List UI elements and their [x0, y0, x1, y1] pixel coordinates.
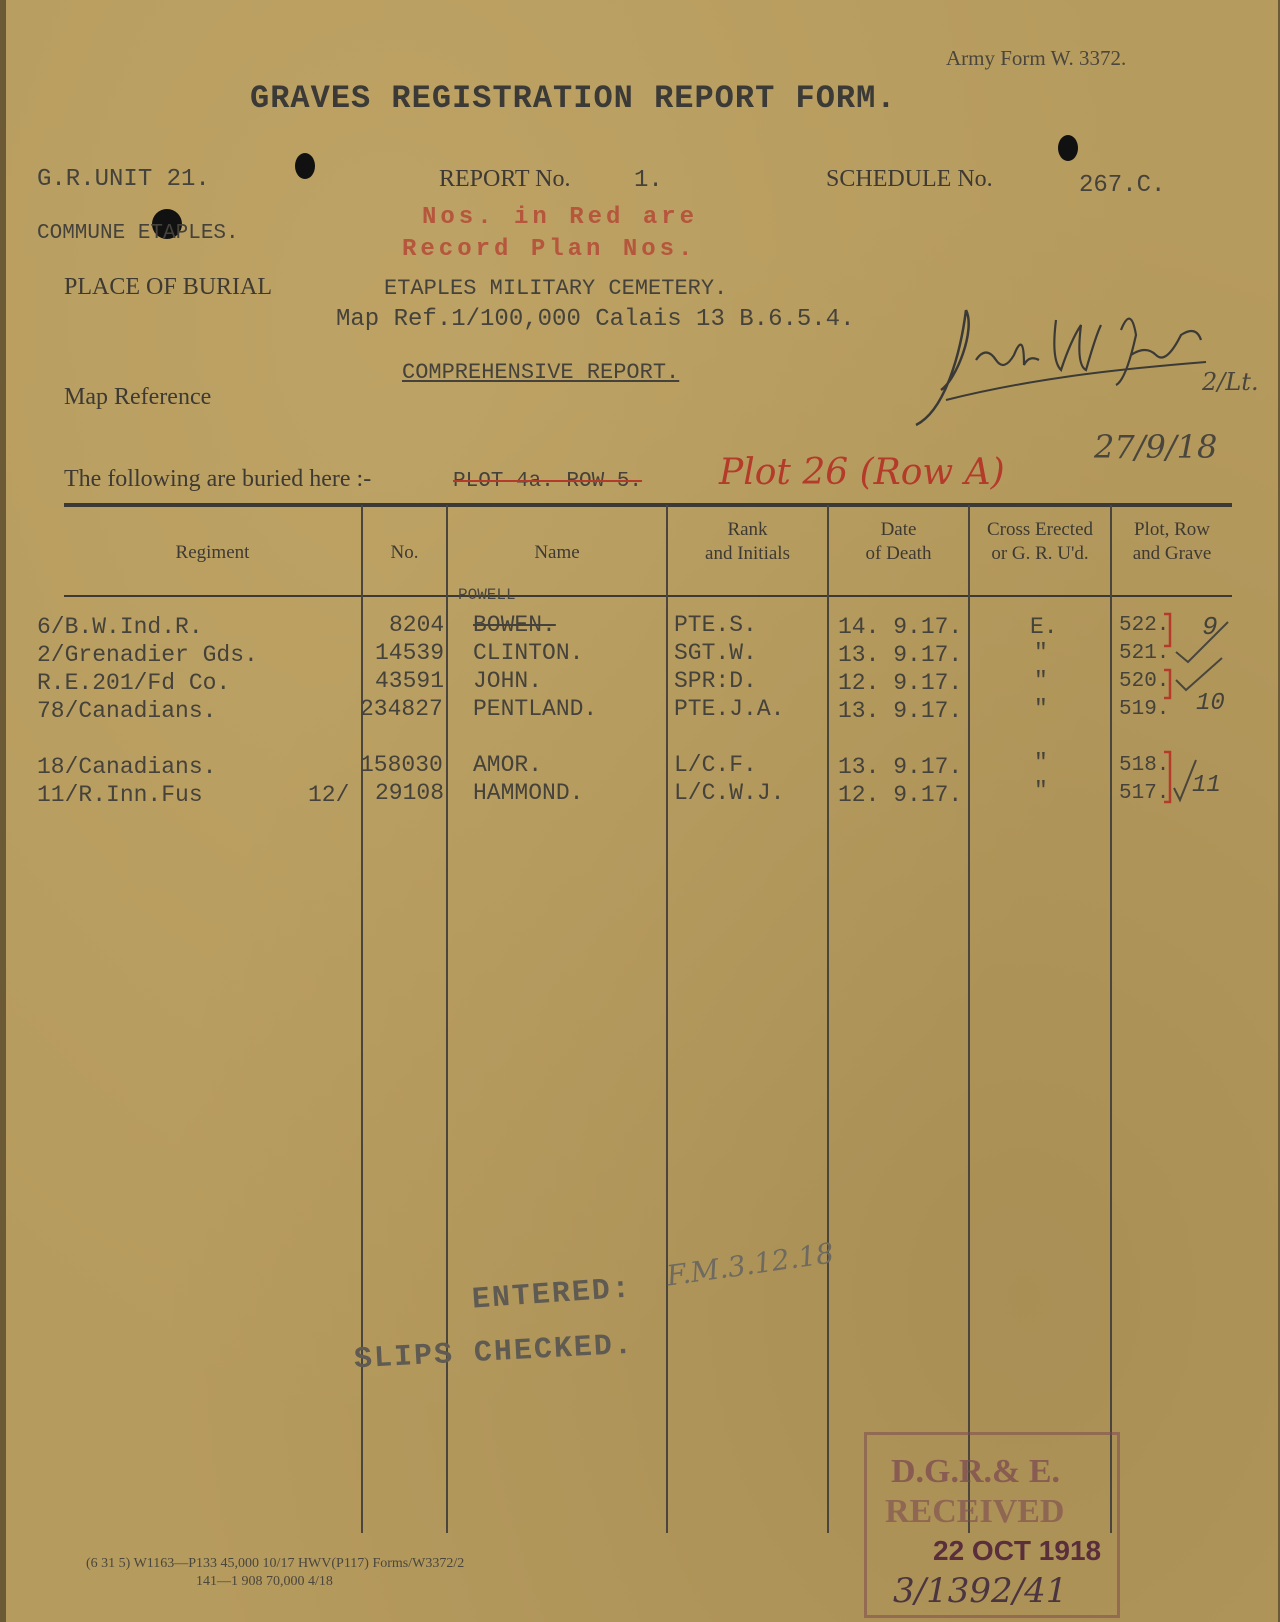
- cell-name: HAMMOND.: [473, 780, 584, 806]
- commune: COMMUNE ETAPLES.: [37, 222, 239, 245]
- gr-unit: G.R.UNIT 21.: [37, 166, 210, 193]
- cell-name: AMOR.: [473, 752, 543, 778]
- header-cross-line1: Cross Erected: [986, 519, 1094, 540]
- header-date-line2: of Death: [865, 543, 932, 564]
- dgre-ref: 3/1392/41: [893, 1571, 1068, 1611]
- schedule-label: SCHEDULE No.: [826, 166, 993, 192]
- cell-record-no: 10: [1196, 690, 1225, 717]
- cell-date: 13. 9.17.: [838, 754, 963, 780]
- cell-rank: PTE.J.A.: [674, 696, 785, 722]
- footer-line2: 141—1 908 70,000 4/18: [196, 1574, 333, 1589]
- cell-date: 13. 9.17.: [838, 698, 963, 724]
- cell-grave: 519.: [1119, 698, 1170, 721]
- handwritten-plot: Plot 26 (Row A): [719, 452, 1005, 493]
- cell-name: PENTLAND.: [473, 696, 598, 722]
- column-divider: [1110, 505, 1112, 1533]
- cell-cross: ": [1034, 696, 1048, 722]
- dgre-line2: RECEIVED: [885, 1493, 1065, 1530]
- cell-regiment: R.E.201/Fd Co.: [37, 670, 231, 696]
- header-plot-line1: Plot, Row: [1133, 519, 1211, 540]
- cell-no: 234827: [360, 696, 443, 722]
- cell-grave: 520.: [1119, 670, 1170, 693]
- cell-rank: PTE.S.: [674, 612, 757, 638]
- header-rank-line1: Rank: [727, 519, 768, 540]
- struck-plot-text: PLOT 4a. ROW 5.: [453, 470, 643, 493]
- column-divider: [827, 505, 829, 1533]
- header-date: [829, 518, 968, 566]
- signature-rank: 2/Lt.: [1202, 368, 1259, 396]
- red-note-line1: Nos. in Red are: [422, 204, 699, 231]
- cell-regiment: 18/Canadians.: [37, 754, 217, 780]
- header-rank-line2: and Initials: [705, 543, 790, 564]
- cell-date: 14. 9.17.: [838, 614, 963, 640]
- column-divider: [666, 505, 668, 1533]
- cell-rank: SGT.W.: [674, 640, 757, 666]
- dgre-received-stamp: [864, 1432, 1120, 1618]
- header-cross-line2: or G. R. U'd.: [991, 543, 1089, 564]
- report-form-page: [6, 0, 1278, 1622]
- footer-line1: (6 31 5) W1163—P133 45,000 10/17 HWV(P117) Forms/W3372/2: [86, 1556, 465, 1571]
- header-plot: [1112, 518, 1232, 566]
- cell-cross: ": [1034, 778, 1048, 804]
- punch-hole: [1058, 135, 1078, 161]
- report-no: 1.: [634, 167, 663, 194]
- header-regiment: Regiment: [175, 542, 250, 563]
- header-rank: [668, 518, 827, 566]
- header-cross: [970, 518, 1110, 566]
- cell-regiment: 6/B.W.Ind.R.: [37, 614, 203, 640]
- report-type: COMPREHENSIVE REPORT.: [402, 360, 680, 385]
- cell-name: JOHN.: [473, 668, 543, 694]
- cell-grave: 518.: [1119, 754, 1170, 777]
- dgre-line1: D.G.R.& E.: [891, 1453, 1061, 1490]
- cell-grave: 517.: [1119, 782, 1170, 805]
- header-bottom-rule: [64, 595, 1232, 597]
- cell-grave: 521.: [1119, 642, 1170, 665]
- buried-label: The following are buried here :-: [64, 466, 372, 492]
- slips-checked-stamp: SLIPS CHECKED.: [353, 1328, 635, 1378]
- dgre-date: 22 OCT 1918: [933, 1535, 1102, 1566]
- cell-no: 29108: [375, 780, 445, 806]
- cell-cross: ": [1034, 750, 1048, 776]
- table-top-rule: [64, 503, 1232, 507]
- cell-rank: SPR:D.: [674, 668, 757, 694]
- cell-regiment: 11/R.Inn.Fus: [37, 782, 203, 808]
- cell-no: 8204: [389, 612, 445, 638]
- cell-cross: E.: [1030, 614, 1058, 640]
- cell-no: 43591: [375, 668, 445, 694]
- cell-name-correction: POWELL: [458, 586, 516, 604]
- cell-cross: ": [1034, 668, 1048, 694]
- header-no: No.: [390, 542, 419, 563]
- cell-date: 13. 9.17.: [838, 642, 963, 668]
- column-divider: [446, 505, 448, 1533]
- cell-date: 12. 9.17.: [838, 670, 963, 696]
- punch-hole: [295, 153, 315, 179]
- red-brackets: [1154, 600, 1264, 830]
- cell-date: 12. 9.17.: [838, 782, 963, 808]
- entered-stamp: ENTERED:: [471, 1272, 634, 1318]
- signature-drawing: [906, 300, 1236, 430]
- map-reference-label: Map Reference: [64, 384, 212, 410]
- entered-initials: F.M.3.12.18: [664, 1236, 836, 1293]
- cell-name: CLINTON.: [473, 640, 584, 666]
- cell-regiment: 78/Canadians.: [37, 698, 217, 724]
- signature: [906, 300, 1236, 430]
- column-divider: [968, 505, 970, 1533]
- cell-rank: L/C.W.J.: [674, 780, 785, 806]
- form-number: Army Form W. 3372.: [946, 46, 1127, 70]
- cell-record-no: 9: [1202, 612, 1218, 642]
- cell-cross: ": [1034, 640, 1048, 666]
- place-value: ETAPLES MILITARY CEMETERY.: [384, 276, 728, 301]
- cell-name: BOWEN.: [473, 612, 556, 638]
- form-title: GRAVES REGISTRATION REPORT FORM.: [250, 80, 897, 117]
- cell-record-no: 11: [1192, 772, 1221, 799]
- column-divider: [361, 505, 363, 1533]
- red-note-line2: Record Plan Nos.: [402, 236, 697, 263]
- header-name: Name: [534, 542, 580, 563]
- place-label: PLACE OF BURIAL: [64, 274, 273, 300]
- header-date-line1: Date: [880, 519, 917, 540]
- cell-rank: L/C.F.: [674, 752, 757, 778]
- cell-no: 158030: [360, 752, 443, 778]
- cell-prefix: 12/: [308, 782, 350, 808]
- cell-regiment: 2/Grenadier Gds.: [37, 642, 258, 668]
- cell-grave: 522.: [1119, 614, 1170, 637]
- map-ref-value: Map Ref.1/100,000 Calais 13 B.6.5.4.: [336, 306, 855, 333]
- header-plot-line2: and Grave: [1132, 543, 1212, 564]
- cell-no: 14539: [375, 640, 445, 666]
- schedule-no: 267.C.: [1079, 172, 1166, 199]
- report-no-label: REPORT No.: [439, 166, 571, 192]
- signature-date: 27/9/18: [1094, 428, 1218, 466]
